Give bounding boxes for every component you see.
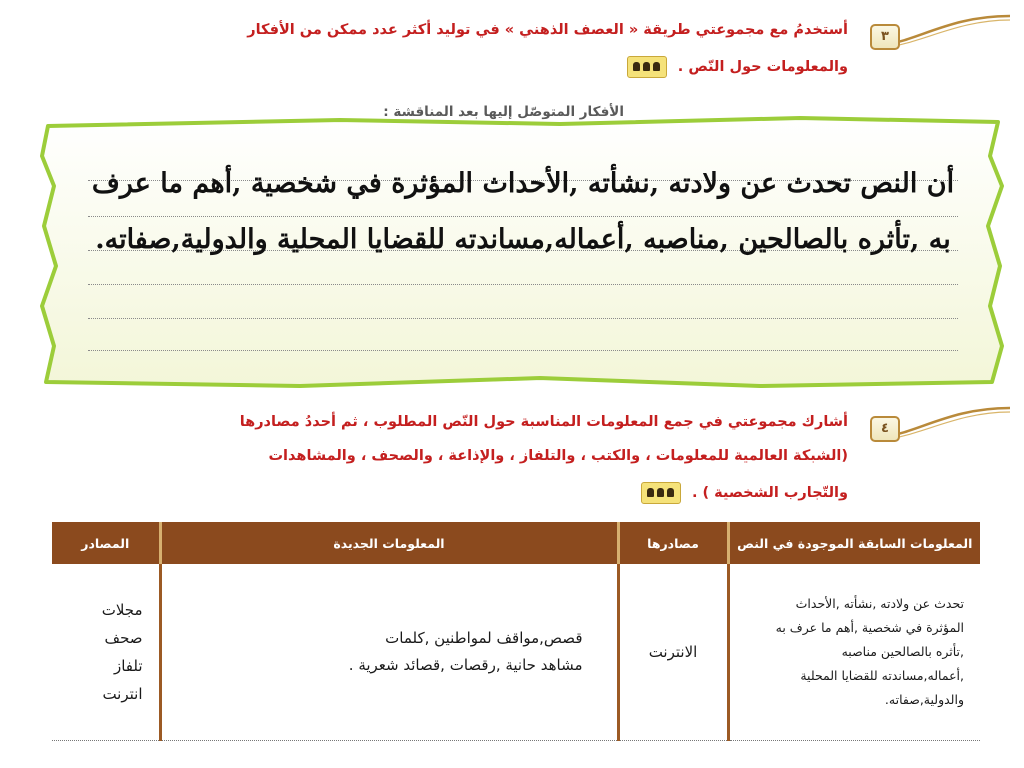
activity-4-number: ٤ — [870, 416, 900, 442]
ideas-heading: الأفكار المتوصّل إليها بعد المناقشة : — [383, 104, 624, 120]
header-prior-info: المعلومات السابقة الموجودة في النص — [728, 522, 980, 564]
activity-4-instruction-line-1: أشارك مجموعتي في جمع المعلومات المناسبة حول النّص المطلوب ، ثم أحددُ مصادرها — [239, 414, 848, 430]
cell-new-info: قصص,مواقف لمواطنين ,كلمات مشاهد حانية ,رقصات ,قصائد شعرية . — [160, 564, 618, 740]
answer-text: أن النص تحدث عن ولادته ,نشأته ,الأحداث المؤثرة في شخصية ,أهم ما عرف به ,تأثره بالصالحين ,مناصبه ,أعماله,مساندته للقضايا المحلية والدولية,صفاته. — [91, 168, 955, 255]
activity-3-instruction-line-2: والمعلومات حول النّص . — [677, 59, 848, 75]
activity-3-number-badge — [870, 10, 1015, 52]
header-sources: المصادر — [52, 522, 160, 564]
table-row — [52, 564, 980, 740]
activity-4-instruction-line-3-row — [635, 482, 848, 504]
group-work-icon — [641, 482, 681, 504]
activity-4-instruction-line-2: (الشبكة العالمية للمعلومات ، والكتب ، والتلفاز ، والإذاعة ، والصحف ، والمشاهدات — [268, 448, 848, 464]
cell-sources: مجلات صحف تلفاز انترنت — [52, 564, 160, 740]
activity-3-instruction-line-1: أستخدمُ مع مجموعتي طريقة « العصف الذهني » في توليد أكثر عدد ممكن من الأفكار — [247, 22, 848, 38]
answer-note — [40, 116, 1006, 388]
header-new-info: المعلومات الجديدة — [160, 522, 618, 564]
cell-its-sources: الانترنت — [618, 564, 728, 740]
activity-3-instruction-line-2-row — [621, 56, 848, 78]
activity-4-instruction-line-3: والتّجارب الشخصية ) . — [691, 485, 848, 501]
header-its-sources: مصادرها — [618, 522, 728, 564]
activity-4-number-badge — [870, 402, 1015, 444]
table-header-row — [52, 522, 980, 564]
activity-3-number: ٣ — [870, 24, 900, 50]
sources-table — [52, 522, 980, 741]
group-work-icon — [627, 56, 667, 78]
cell-prior-info: تحدث عن ولادته ,نشأته ,الأحداث المؤثرة في شخصية ,أهم ما عرف به ,تأثره بالصالحين مناصبه ,أعماله,مساندته للقضايا المحلية والدولية,صفاته. — [728, 564, 980, 740]
